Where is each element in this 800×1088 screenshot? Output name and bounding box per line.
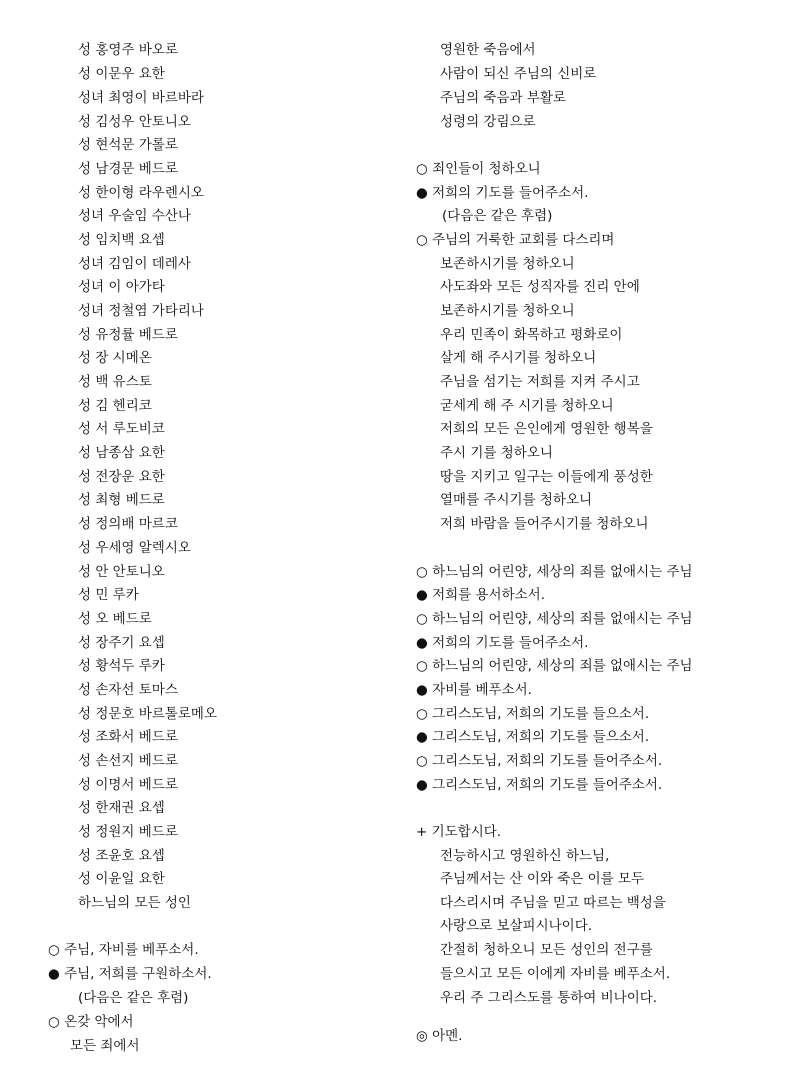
response-line: ● 그리스도님, 저희의 기도를 들어주소서. (416, 777, 663, 793)
saint-invocation: 성 조화서 베드로 (78, 729, 178, 745)
saint-invocation: 성 안 안토니오 (78, 564, 165, 580)
versicle-line: ○ 주님의 거룩한 교회를 다스리며 (416, 232, 615, 248)
versicle-line: ○ 하느님의 어린양, 세상의 죄를 없애시는 주님 (416, 564, 693, 580)
saint-invocation: 성 한재권 요셉 (78, 800, 165, 816)
saint-invocation: 하느님의 모든 성인 (78, 895, 191, 911)
saint-invocation: 성 유정률 베드로 (78, 327, 178, 343)
saint-invocation: 성 민 루카 (78, 587, 139, 603)
saint-invocation: 성녀 최영이 바르바라 (78, 90, 204, 106)
saint-invocation: 성 현석문 가롤로 (78, 137, 178, 153)
saint-invocation: 성 김성우 안토니오 (78, 114, 191, 130)
saint-invocation: 성 백 유스토 (78, 374, 152, 390)
saint-invocation: 성 손자선 토마스 (78, 682, 178, 698)
response-line: ● 저희를 용서하소서. (416, 587, 545, 603)
saint-invocation: 성녀 이 아가타 (78, 279, 165, 295)
saint-invocation: 성 이윤일 요한 (78, 871, 165, 887)
saint-invocation: 성 남경문 베드로 (78, 161, 178, 177)
invocation-line: 영원한 죽음에서 (440, 42, 536, 58)
prayer-line: 간절히 청하오니 모든 성인의 전구를 (440, 942, 653, 958)
saint-invocation: 성 서 루도비코 (78, 421, 165, 437)
saint-invocation: 성 김 헨리코 (78, 398, 152, 414)
invocation-line: 성령의 강림으로 (440, 114, 536, 130)
saint-invocation: 성 이문우 요한 (78, 66, 165, 82)
prayer-line: 주님께서는 산 이와 죽은 이를 모두 (440, 871, 645, 887)
response-line: ● 주님, 저희를 구원하소서. (48, 966, 212, 982)
invocation-line: 주님의 죽음과 부활로 (440, 90, 566, 106)
versicle-line: ○ 하느님의 어린양, 세상의 죄를 없애시는 주님 (416, 658, 693, 674)
saint-invocation: 성 장주기 요셉 (78, 635, 165, 651)
prayer-line: 우리 주 그리스도를 통하여 비나이다. (440, 990, 658, 1006)
refrain-note: (다음은 같은 후렴) (442, 208, 553, 224)
petition-line: 굳세게 해 주 시기를 청하오니 (440, 398, 614, 414)
saint-invocation: 성 오 베드로 (78, 611, 152, 627)
versicle-line: ○ 그리스도님, 저희의 기도를 들으소서. (416, 706, 650, 722)
prayer-line: 다스리시며 주님을 믿고 따르는 백성을 (440, 895, 666, 911)
petition-line: 우리 민족이 화목하고 평화로이 (440, 327, 623, 343)
petition-line: 주시 기를 청하오니 (440, 445, 553, 461)
petition-line: 주님을 섬기는 저희를 지켜 주시고 (440, 374, 640, 390)
invocation-line: 사람이 되신 주님의 신비로 (440, 66, 597, 82)
saint-invocation: 성녀 김임이 데레사 (78, 256, 191, 272)
versicle-line: ○ 그리스도님, 저희의 기도를 들어주소서. (416, 753, 663, 769)
saint-invocation: 성 홍영주 바오로 (78, 42, 178, 58)
petition-line: 보존하시기를 청하오니 (440, 303, 575, 319)
saint-invocation: 성녀 우술임 수산나 (78, 208, 191, 224)
amen-response: ◎ 아멘. (416, 1028, 463, 1044)
saint-invocation: 성 한이형 라우렌시오 (78, 185, 204, 201)
saint-invocation: 성 장 시메온 (78, 350, 152, 366)
petition-line: 사도좌와 모든 성직자를 진리 안에 (440, 279, 640, 295)
prayer-heading: + 기도합시다. (416, 824, 502, 840)
saint-invocation: 성 최형 베드로 (78, 492, 165, 508)
refrain-note: (다음은 같은 후렴) (78, 990, 189, 1006)
response-line: ● 저희의 기도를 들어주소서. (416, 185, 589, 201)
response-line: ● 자비를 베푸소서. (416, 682, 532, 698)
versicle-line: ○ 죄인들이 청하오니 (416, 161, 541, 177)
invocation-line: 모든 죄에서 (70, 1038, 140, 1054)
petition-line: 저희의 모든 은인에게 영원한 행복을 (440, 421, 653, 437)
saint-invocation: 성 전장운 요한 (78, 469, 165, 485)
prayer-line: 들으시고 모든 이에게 자비를 베푸소서. (440, 966, 671, 982)
petition-line: 살게 해 주시기를 청하오니 (440, 350, 597, 366)
petition-line: 보존하시기를 청하오니 (440, 256, 575, 272)
petition-line: 열매를 주시기를 청하오니 (440, 492, 593, 508)
saint-invocation: 성녀 정철염 가타리나 (78, 303, 204, 319)
petition-line: 저희 바람을 들어주시기를 청하오니 (440, 516, 649, 532)
saint-invocation: 성 임치백 요셉 (78, 232, 165, 248)
saint-invocation: 성 남종삼 요한 (78, 445, 165, 461)
saint-invocation: 성 우세영 알렉시오 (78, 540, 191, 556)
prayer-line: 전능하시고 영원하신 하느님, (440, 848, 610, 864)
versicle-line: ○ 온갖 악에서 (48, 1014, 134, 1030)
saint-invocation: 성 손선지 베드로 (78, 753, 178, 769)
saint-invocation: 성 황석두 루카 (78, 658, 165, 674)
prayer-line: 사랑으로 보살피시나이다. (440, 918, 593, 934)
versicle-line: ○ 하느님의 어린양, 세상의 죄를 없애시는 주님 (416, 611, 693, 627)
response-line: ● 저희의 기도를 들어주소서. (416, 635, 589, 651)
saint-invocation: 성 조윤호 요셉 (78, 848, 165, 864)
saint-invocation: 성 이명서 베드로 (78, 777, 178, 793)
petition-line: 땅을 지키고 일구는 이들에게 풍성한 (440, 469, 653, 485)
saint-invocation: 성 정의배 마르코 (78, 516, 178, 532)
saint-invocation: 성 정문호 바르톨로메오 (78, 706, 217, 722)
versicle-line: ○ 주님, 자비를 베푸소서. (48, 942, 199, 958)
saint-invocation: 성 정원지 베드로 (78, 824, 178, 840)
response-line: ● 그리스도님, 저희의 기도를 들으소서. (416, 729, 650, 745)
